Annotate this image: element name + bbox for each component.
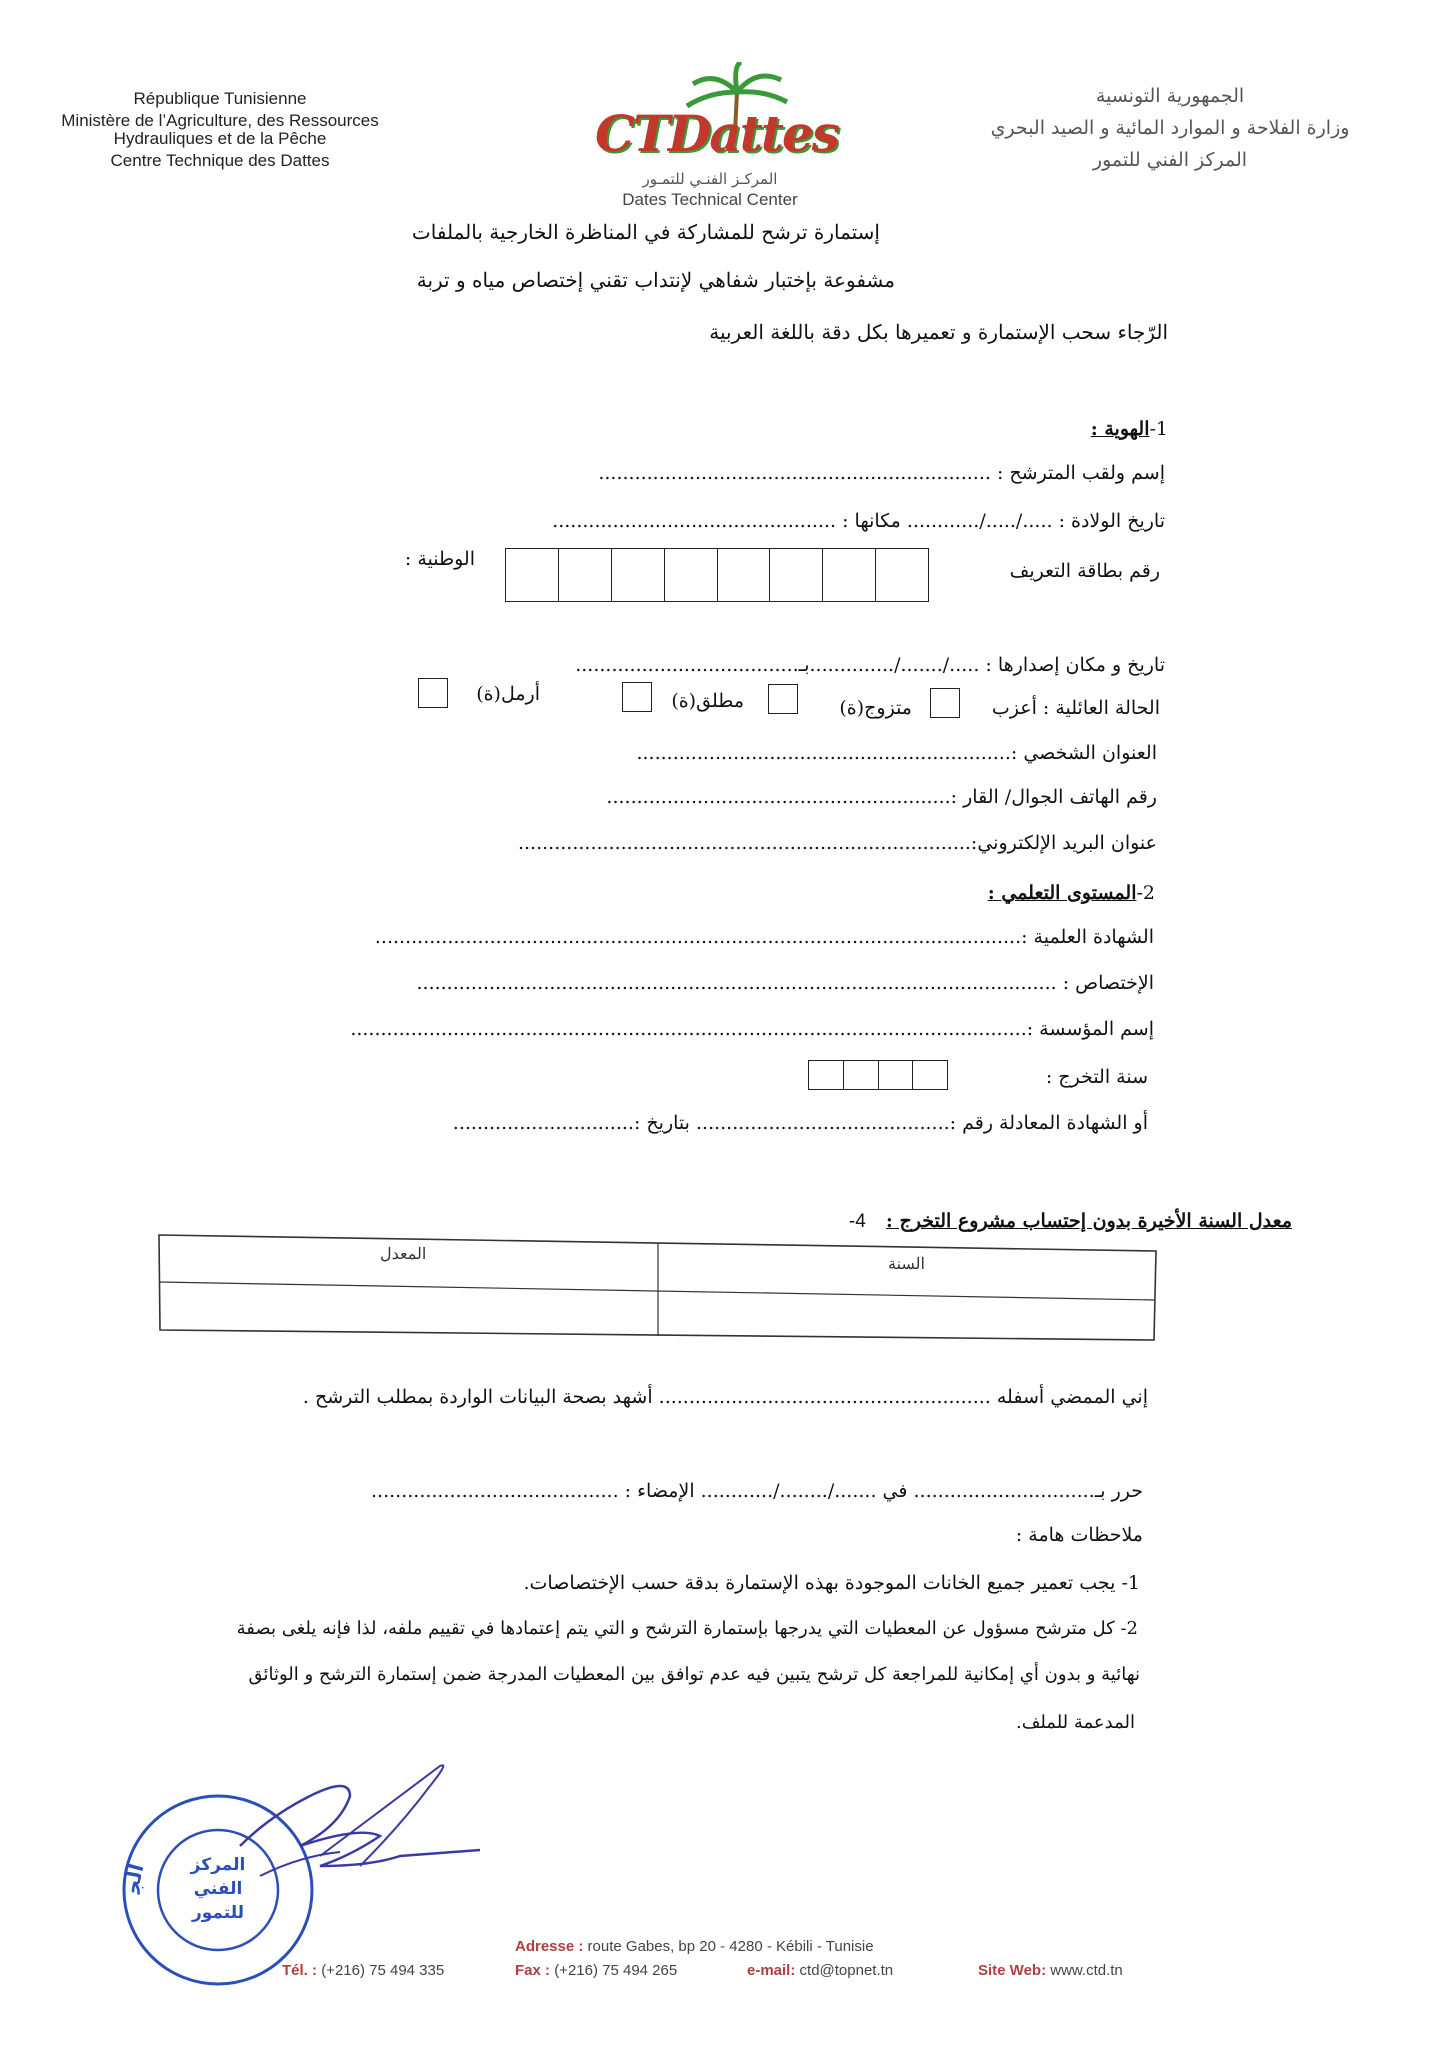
logo-english: Dates Technical Center (622, 190, 798, 209)
id-box[interactable] (612, 549, 665, 601)
married-label: متزوج(ة) (839, 697, 912, 719)
divorced-label: مطلق(ة) (671, 690, 744, 712)
footer-email: e-mail: ctd@topnet.tn (747, 1962, 894, 1979)
center-fr: Centre Technique des Dattes (110, 151, 330, 170)
married-checkbox[interactable] (768, 684, 798, 714)
republic-fr: République Tunisienne (133, 89, 307, 108)
field-equivalent[interactable]: أو الشهادة المعادلة رقم :.......................................... بتاريخ :.............................. (452, 1112, 1148, 1134)
field-address[interactable]: العنوان الشخصي :.............................................................. (636, 742, 1157, 764)
field-degree[interactable]: الشهادة العلمية :........................................................................................................... (374, 926, 1154, 948)
divorced-checkbox[interactable] (622, 682, 652, 712)
note-2-line-2: نهائية و بدون أي إمكانية للمراجعة كل ترشح يتبين فيه عدم توافق بين المعطيات المدرجة ضمن إستمارة الترشح و الوثائق (248, 1664, 1140, 1685)
stamp-inner-1: المركز (190, 1855, 246, 1875)
id-box[interactable] (506, 549, 559, 601)
stamp-inner-2: الفني (193, 1879, 243, 1899)
marital-single-label: الحالة العائلية : أعزب (991, 697, 1160, 719)
cell-year-value[interactable] (663, 1292, 1148, 1330)
field-institution[interactable]: إسم المؤسسة :................................................................................................................ (350, 1018, 1154, 1040)
footer-website: Site Web: www.ctd.tn (978, 1962, 1123, 1979)
field-phone[interactable]: رقم الهاتف الجوال/ القار :......................................................... (606, 786, 1157, 808)
ctd-logo (595, 62, 838, 212)
ministry-fr-2: Hydrauliques et de la Pêche (113, 129, 327, 148)
declaration-text[interactable]: إني الممضي أسفله ....................................................... أشهد بصحة البيانات الواردة بمطلب الترشح . (302, 1386, 1148, 1408)
instruction-line: الرّجاء سحب الإستمارة و تعميرها بكل دقة باللغة العربية (709, 320, 1168, 344)
svg-text:الجمهورية التونسية وزارة الفل (118, 1790, 149, 1896)
field-email[interactable]: عنوان البريد الإلكتروني:........................................................................... (517, 832, 1157, 854)
section4-heading: معدل السنة الأخيرة بدون إحتساب مشروع التخرج : 4- (848, 1210, 1292, 1232)
year-box[interactable] (844, 1061, 879, 1089)
id-box[interactable] (876, 549, 928, 601)
ministry-fr-1: Ministère de l’Agriculture, des Ressources (61, 111, 379, 130)
id-box[interactable] (665, 549, 718, 601)
title-line-1: إستمارة ترشح للمشاركة في المناظرة الخارجية بالملفات (411, 220, 880, 244)
year-box[interactable] (809, 1061, 844, 1089)
grad-year-boxes[interactable] (808, 1060, 948, 1090)
center-ar: المركز الفني للتمور (1092, 149, 1248, 171)
field-issue[interactable]: تاريخ و مكان إصدارها : ...../......./..............بـ..................................... (575, 654, 1165, 676)
section1-heading: 1-الهوية : (1090, 418, 1168, 440)
footer-tel: Tél. : (+216) 75 494 335 (282, 1962, 445, 1979)
note-2-line-1: 2- كل مترشح مسؤول عن المعطيات التي يدرجها بإستمارة الترشح و التي يتم إعتمادها في تقييم ملفه، لذا فإنه يلغى بصفة (236, 1618, 1138, 1639)
widowed-checkbox[interactable] (418, 678, 448, 708)
cell-average-value[interactable] (166, 1284, 651, 1322)
title-line-2: مشفوعة بإختبار شفاهي لإنتداب تقني إختصاص مياه و تربة (416, 268, 895, 292)
field-specialty[interactable]: الإختصاص : .......................................................................................................... (416, 972, 1154, 994)
section2-heading: 2-المستوى التعلمي : (987, 882, 1155, 904)
footer-fax: Fax : (+216) 75 494 265 (515, 1962, 678, 1979)
header-arabic (970, 80, 1370, 176)
field-birth[interactable]: تاريخ الولادة : ...../...../............ مكانها : ............................................... (552, 510, 1165, 532)
single-checkbox[interactable] (930, 688, 960, 718)
id-card-boxes[interactable] (505, 548, 929, 602)
field-id-suffix: الوطنية : (404, 548, 475, 570)
col-year-header: السنة (888, 1254, 925, 1273)
notes-heading: ملاحظات هامة : (1015, 1524, 1143, 1546)
logo-arabic: المركـز الفنـي للتمـور (642, 170, 778, 188)
year-box[interactable] (879, 1061, 914, 1089)
footer-address: Adresse : route Gabes, bp 20 - 4280 - Kébili - Tunisie (515, 1938, 874, 1955)
note-2-line-3: المدعمة للملف. (1015, 1712, 1135, 1733)
stamp-outer-text: الج (120, 1860, 149, 1895)
republic-ar: الجمهورية التونسية (1095, 85, 1245, 107)
id-box[interactable] (718, 549, 771, 601)
stamp-inner-3: للتمور (191, 1903, 245, 1923)
id-box[interactable] (559, 549, 612, 601)
col-average-header: المعدل (380, 1244, 427, 1263)
ministry-ar: وزارة الفلاحة و الموارد المائية و الصيد البحري (990, 117, 1350, 139)
id-box[interactable] (823, 549, 876, 601)
done-at-signature[interactable]: حرر بـ.............................. في ......./......../............ الإمضاء : ......................................... (371, 1480, 1143, 1502)
widowed-label: أرمل(ة) (476, 683, 540, 705)
note-1: 1- يجب تعمير جميع الخانات الموجودة بهذه الإستمارة بدقة حسب الإختصاصات. (523, 1572, 1140, 1594)
field-grad-year-label: سنة التخرج : (1045, 1066, 1148, 1088)
field-id-label: رقم بطاقة التعريف (1009, 560, 1160, 582)
logo-text: CTDattes (595, 104, 838, 163)
field-name[interactable]: إسم ولقب المترشح : ................................................................. (598, 462, 1165, 484)
signature-scribble (200, 1756, 480, 1896)
grades-table (158, 1234, 1158, 1344)
year-box[interactable] (913, 1061, 947, 1089)
id-box[interactable] (770, 549, 823, 601)
header-french (60, 88, 380, 172)
